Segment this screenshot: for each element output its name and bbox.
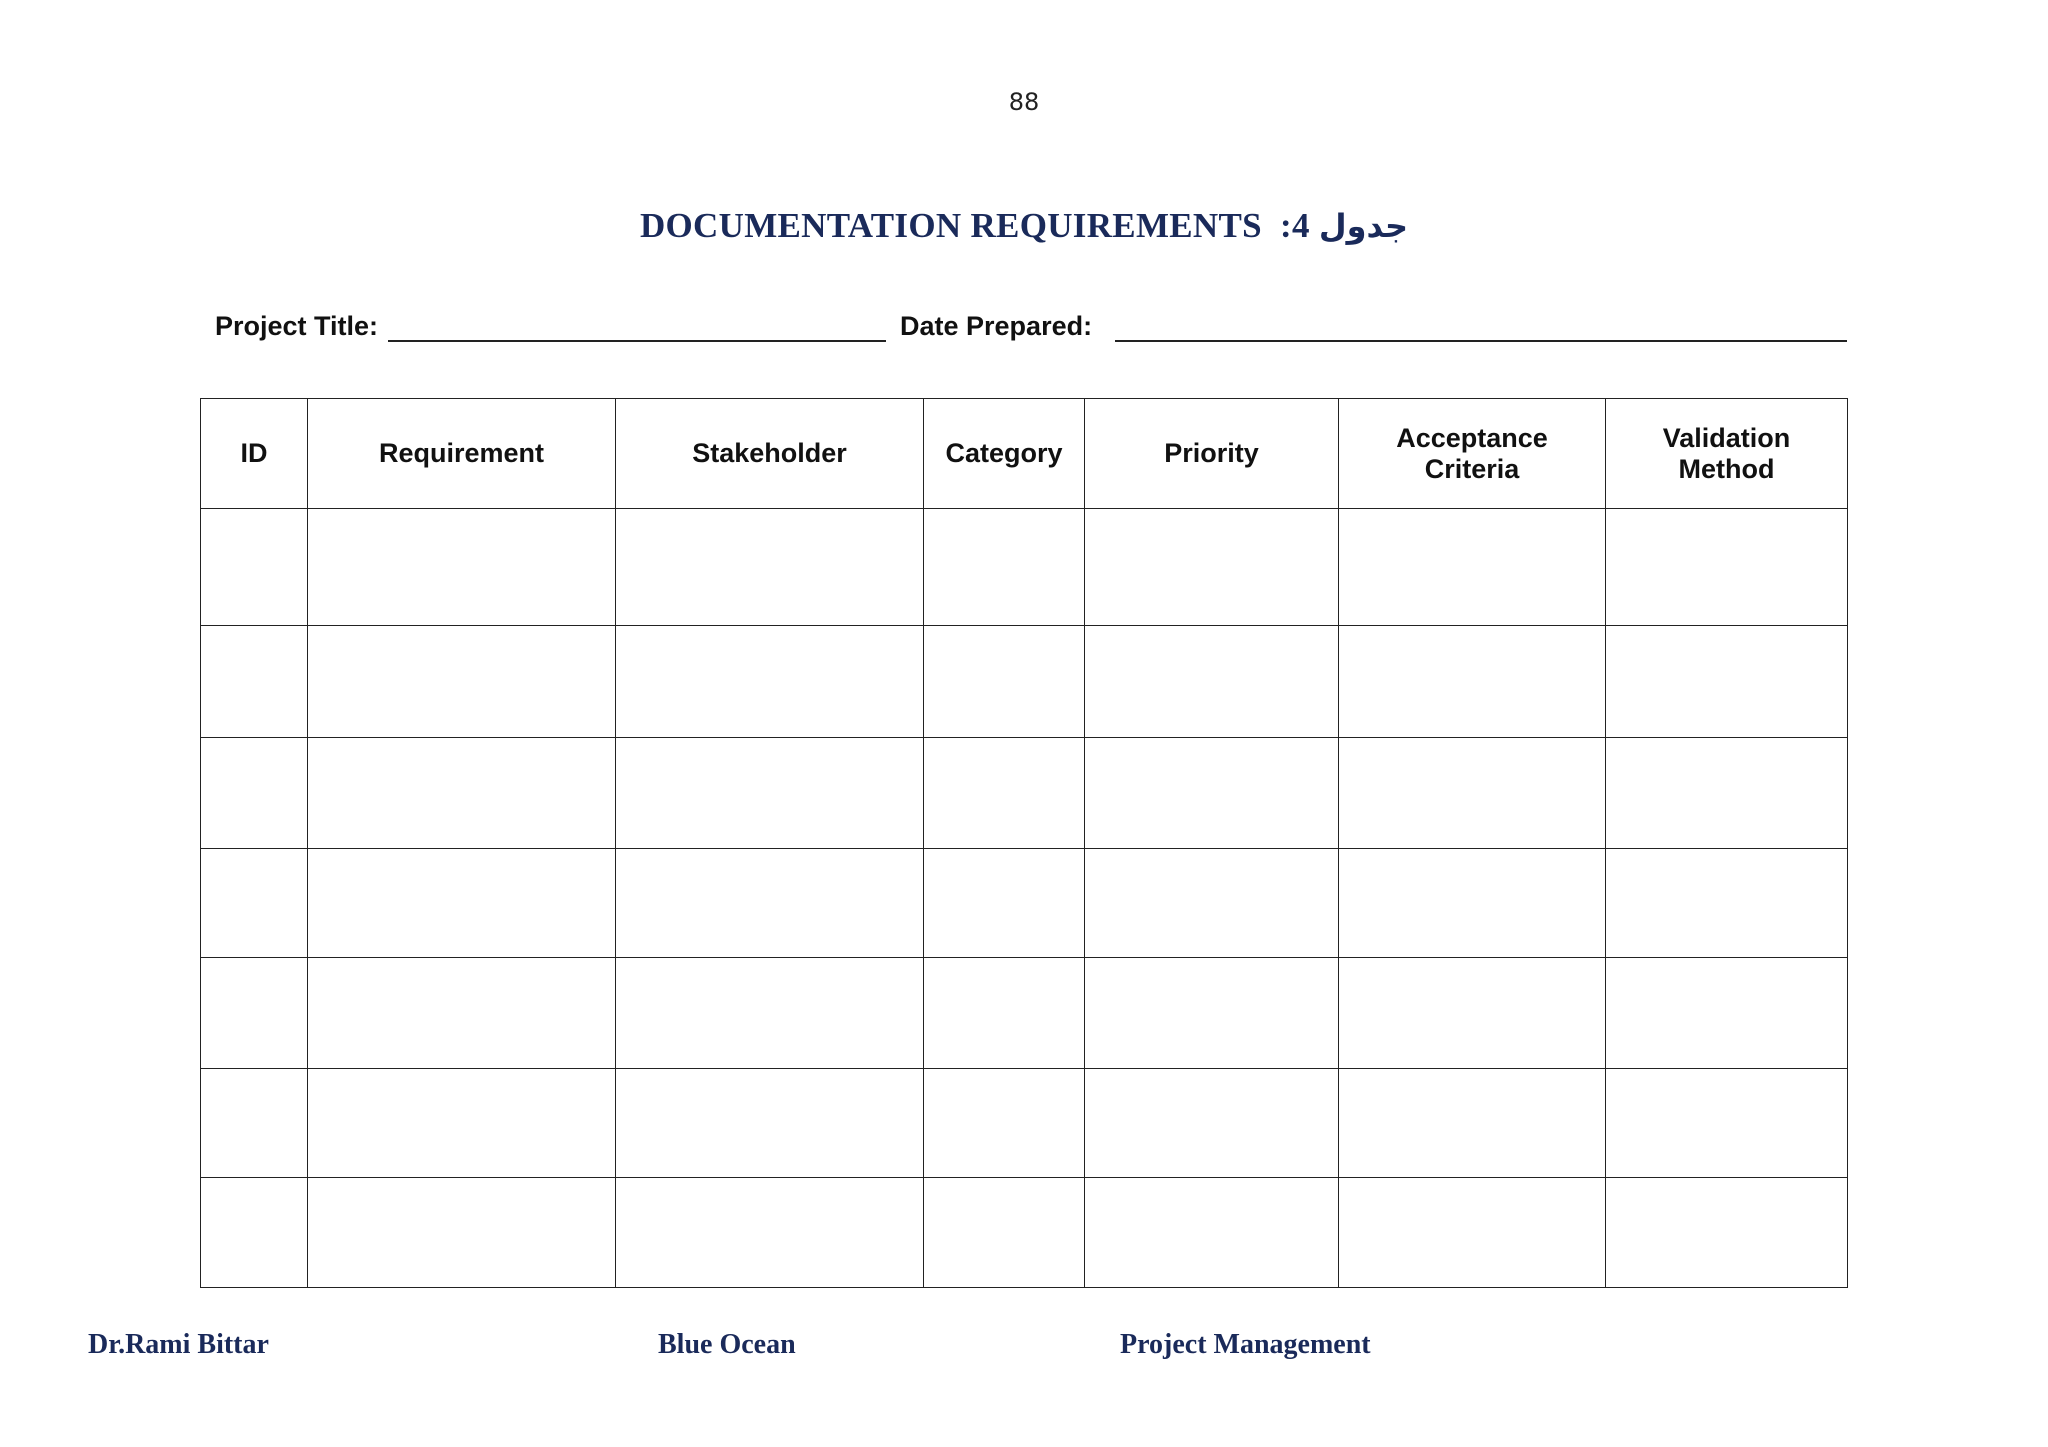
table-row bbox=[201, 849, 1848, 958]
page-number: 88 bbox=[1008, 88, 1040, 116]
table-cell[interactable] bbox=[1606, 1069, 1848, 1178]
table-cell[interactable] bbox=[1339, 1178, 1606, 1288]
project-title-label: Project Title: bbox=[215, 311, 379, 341]
table-cell[interactable] bbox=[1339, 1069, 1606, 1178]
table-cell[interactable] bbox=[616, 958, 924, 1069]
document-title bbox=[0, 206, 2048, 246]
table-cell[interactable] bbox=[308, 738, 616, 849]
table-cell[interactable] bbox=[1606, 1178, 1848, 1288]
table-cell[interactable] bbox=[201, 958, 308, 1069]
table-cell[interactable] bbox=[308, 1069, 616, 1178]
column-header-acceptance-criteria: Acceptance Criteria bbox=[1339, 399, 1606, 509]
column-header-category: Category bbox=[924, 399, 1085, 509]
table-cell[interactable] bbox=[201, 509, 308, 626]
table-cell[interactable] bbox=[308, 849, 616, 958]
table-cell[interactable] bbox=[1606, 626, 1848, 738]
date-prepared-field[interactable] bbox=[1115, 340, 1847, 342]
table-row bbox=[201, 626, 1848, 738]
table-cell[interactable] bbox=[1085, 849, 1339, 958]
table-cell[interactable] bbox=[1606, 849, 1848, 958]
table-cell[interactable] bbox=[308, 958, 616, 1069]
table-cell[interactable] bbox=[308, 1178, 616, 1288]
table-cell[interactable] bbox=[616, 1069, 924, 1178]
table-cell[interactable] bbox=[1606, 738, 1848, 849]
table-cell[interactable] bbox=[1085, 1069, 1339, 1178]
column-header-priority: Priority bbox=[1085, 399, 1339, 509]
table-cell[interactable] bbox=[1085, 1178, 1339, 1288]
table-cell[interactable] bbox=[1339, 849, 1606, 958]
column-header-requirement: Requirement bbox=[308, 399, 616, 509]
requirements-table bbox=[200, 398, 1848, 1288]
table-cell[interactable] bbox=[924, 738, 1085, 849]
table-cell[interactable] bbox=[1606, 958, 1848, 1069]
table-cell[interactable] bbox=[616, 849, 924, 958]
table-cell[interactable] bbox=[924, 1069, 1085, 1178]
table-cell[interactable] bbox=[1085, 958, 1339, 1069]
table-cell[interactable] bbox=[924, 509, 1085, 626]
table-cell[interactable] bbox=[201, 626, 308, 738]
table-cell[interactable] bbox=[1085, 509, 1339, 626]
table-header-row bbox=[201, 399, 1848, 509]
footer-organization: Blue Ocean bbox=[658, 1329, 796, 1360]
column-header-validation-method: Validation Method bbox=[1606, 399, 1848, 509]
project-title-field[interactable] bbox=[388, 340, 886, 342]
table-row bbox=[201, 958, 1848, 1069]
table-row bbox=[201, 1178, 1848, 1288]
table-cell[interactable] bbox=[616, 626, 924, 738]
column-header-id: ID bbox=[201, 399, 308, 509]
table-cell[interactable] bbox=[308, 626, 616, 738]
table-cell[interactable] bbox=[616, 509, 924, 626]
table-row bbox=[201, 509, 1848, 626]
table-cell[interactable] bbox=[201, 738, 308, 849]
table-cell[interactable] bbox=[1085, 626, 1339, 738]
table-cell[interactable] bbox=[1339, 509, 1606, 626]
table-cell[interactable] bbox=[1339, 738, 1606, 849]
table-cell[interactable] bbox=[201, 849, 308, 958]
table-cell[interactable] bbox=[201, 1069, 308, 1178]
table-cell[interactable] bbox=[924, 958, 1085, 1069]
column-header-stakeholder: Stakeholder bbox=[616, 399, 924, 509]
table-cell[interactable] bbox=[1339, 958, 1606, 1069]
table-reference: :4 bbox=[1280, 206, 1310, 245]
footer-subject: Project Management bbox=[1120, 1329, 1371, 1360]
title-text: DOCUMENTATION REQUIREMENTS bbox=[639, 206, 1262, 245]
table-cell[interactable] bbox=[308, 509, 616, 626]
date-prepared-label: Date Prepared: bbox=[900, 311, 1093, 341]
table-cell[interactable] bbox=[616, 1178, 924, 1288]
table-cell[interactable] bbox=[924, 849, 1085, 958]
table-cell[interactable] bbox=[1606, 509, 1848, 626]
table-cell[interactable] bbox=[1085, 738, 1339, 849]
table-cell[interactable] bbox=[616, 738, 924, 849]
table-cell[interactable] bbox=[924, 1178, 1085, 1288]
table-cell[interactable] bbox=[201, 1178, 308, 1288]
table-cell[interactable] bbox=[1339, 626, 1606, 738]
table-cell[interactable] bbox=[924, 626, 1085, 738]
table-row bbox=[201, 738, 1848, 849]
arabic-table-label: جدول bbox=[1318, 207, 1409, 245]
table-row bbox=[201, 1069, 1848, 1178]
footer-author: Dr.Rami Bittar bbox=[88, 1329, 269, 1360]
